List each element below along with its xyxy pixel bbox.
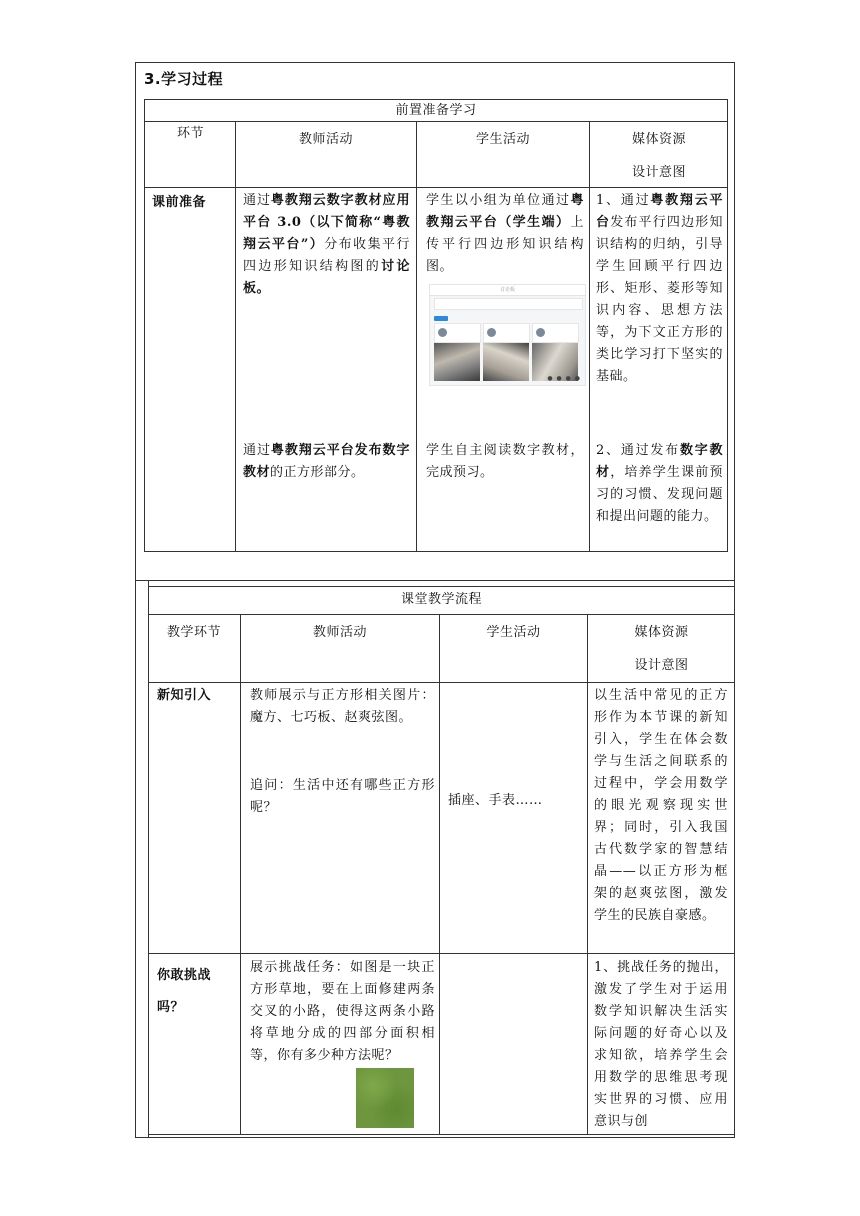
class-row1-teacher-b: 追问：生活中还有哪些正方形呢？ [250,778,435,815]
class-col-3 [587,614,588,1134]
section-title: 3.学习过程 [144,70,224,88]
class-header-intent: 设计意图 [634,658,689,673]
prep-header-media: 媒体资源 [631,132,686,147]
screenshot-photo [483,343,529,381]
prep-header-stage: 环节 [176,126,204,141]
grass-square-image [356,1068,414,1128]
prep-header-line [144,187,728,188]
class-row-line [148,953,735,954]
prep-col-3 [589,121,590,552]
class-bottom-line [148,1134,735,1135]
screenshot-tag [434,316,448,321]
class-header-line [148,682,735,683]
class-row2-teacher: 展示挑战任务：如图是一块正方形草地，要在上面修建两条交叉的小路，使得这两条小路将草地分成的四部分面积相等，你有多少种方法呢？ [250,960,435,1063]
class-row1-student: 插座、手表…… [448,793,543,808]
screenshot-card [434,323,481,343]
prep-header-teacher: 教师活动 [298,132,353,147]
prep-student-activity-2: 学生自主阅读数字教材，完成预习。 [426,443,584,480]
class-row2-intent: 1、挑战任务的抛出，激发了学生对于运用数学知识解决生活实际问题的好奇心以及求知欲，培养学生会用数学的思维思考现实世界的习惯、应用意识与创 [594,960,728,1129]
prep-intent-2: 2、通过发布数字教材，培养学生课前预习的习惯、发现问题和提出问题的能力。 [596,443,723,524]
class-header-student: 学生活动 [486,625,541,640]
prep-teacher-activity-1: 通过粤教翔云数字教材应用平台 3.0（以下简称“粤教翔云平台”）分布收集平行四边形知识结构图的讨论板。 [243,193,410,296]
class-top-line [148,586,735,587]
prep-col-2 [416,121,417,552]
prep-student-activity-1: 学生以小组为单位通过粤教翔云平台（学生端）上传平行四边形知识结构图。 [426,193,584,274]
class-col-1 [240,614,241,1134]
screenshot-pager-dots: ● ● ● ● [547,375,581,382]
section-divider [135,580,735,581]
prep-row-stage: 课前准备 [152,195,207,210]
class-table-title: 课堂教学流程 [400,592,482,607]
screenshot-header: 讨论板 [430,285,585,296]
class-row1-stage: 新知引入 [157,688,212,703]
prep-header-student: 学生活动 [475,132,530,147]
prep-table-title: 前置准备学习 [395,103,477,118]
class-row2-stage: 你敢挑战吗？ [157,968,212,1015]
prep-intent-1: 1、通过粤教翔云平台发布平行四边形知识结构的归纳，引导学生回顾平行四边形、矩形、菱形等知识内容、思想方法等，为下文正方形的类比学习打下坚实的基础。 [596,193,723,384]
class-row1-teacher-a: 教师展示与正方形相关图片：魔方、七巧板、赵爽弦图。 [250,688,435,725]
class-title-line [148,614,735,615]
discussion-board-screenshot [429,284,586,386]
screenshot-card [483,323,530,343]
left-margin-line [148,580,149,1138]
screenshot-card [532,323,579,343]
class-header-media: 媒体资源 [634,625,689,640]
screenshot-photo [434,343,480,381]
screenshot-input [434,298,583,310]
prep-header-intent: 设计意图 [631,165,686,180]
class-row1-intent: 以生活中常见的正方形作为本节课的新知引入，学生在体会数学与生活之间联系的过程中，学会用数学的眼光观察现实世界；同时，引入我国古代数学家的智慧结晶——以正方形为框架的赵爽弦图，激发学生的民族自豪感。 [594,688,728,923]
prep-teacher-activity-2: 通过粤教翔云平台发布数字教材的正方形部分。 [243,443,410,480]
class-header-teacher: 教师活动 [312,625,367,640]
prep-col-1 [235,121,236,552]
class-header-stage: 教学环节 [166,625,221,640]
class-col-2 [439,614,440,1134]
